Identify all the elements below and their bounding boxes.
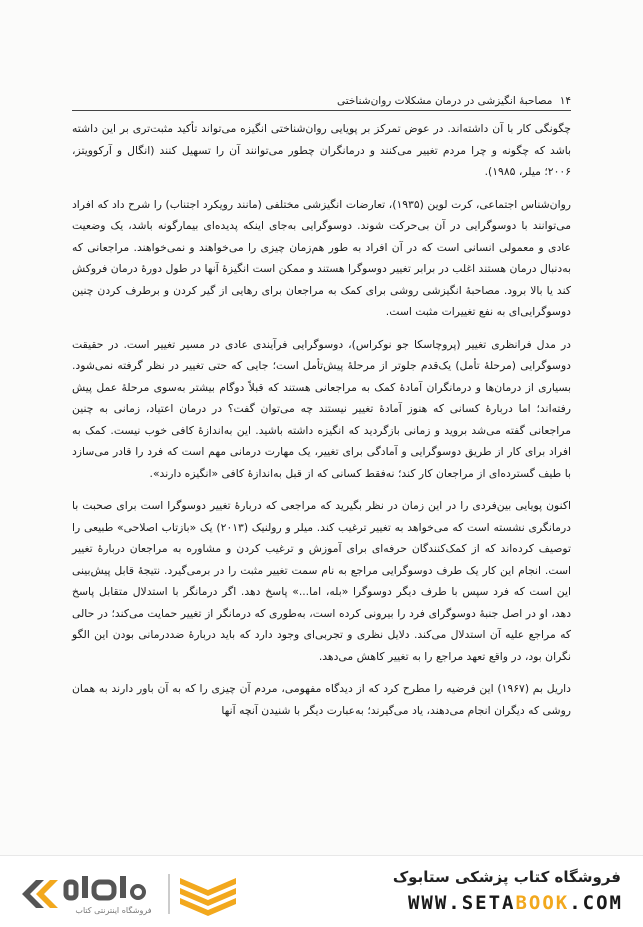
- paragraph-3: در مدل فرانظری تغییر (پروچاسکا جو نوکراس)، دوسوگرایی فرآیندی عادی در مسیر تغییر است. در حقیقت دوسوگرایی (مرحلهٔ تأمل) یک‌قدم جلوتر از مرحلهٔ پیش‌تأمل است؛ جایی که حتی تغییر در نظر گرفته نمی‌شود. بسیاری از درمان‌ها و درمانگران آمادهٔ کمک به مراجعانی هستند که قبلاً دوگام بیشتر به‌سوی مرحلهٔ عمل پیش رفته‌اند؛ اما دربارهٔ کسانی که هنوز آمادهٔ تغییر نیستند چه می‌توان گفت؟ در درمان اعتیاد، زمانی به چنین مراجعانی گفته می‌شد بروید و زمانی بازگردید که انگیزه داشته باشید. این به‌اندازهٔ کافی خوب نیست. کمک به افراد برای کار از طریق دوسوگرایی و آمادگی برای تغییر، یک مهارت درمانی مهم است که فرد را قادر می‌سازد با طیف گسترده‌ای از مراجعان کار کند؛ نه‌فقط کسانی که از قبل به‌اندازهٔ کافی «انگیزه دارند».: [72, 337, 571, 480]
- logo-tagline: فروشگاه اینترنتی کتاب: [75, 906, 152, 915]
- paragraph-5: داریل بم (۱۹۶۷) این فرضیه را مطرح کرد که از دیدگاه مفهومی، مردم آن چیزی را که به آن باور دارند به همان روشی که دیگران انجام می‌دهند، یاد می‌گیرند؛ به‌عبارت دیگر با شنیدن آنچه آنها: [72, 682, 571, 717]
- url-part-2: BOOK: [515, 892, 570, 914]
- paragraph-2: روان‌شناس اجتماعی، کرت لوین (۱۹۳۵)، تعارضات انگیزشی مختلفی (مانند رویکرد اجتناب) را شرح داد که افراد می‌توانند با دوسوگرایی در آن بی‌حرکت شوند. دوسوگرایی به‌جای اینکه پدیده‌ای بیمارگونه باشد، یک وضعیت عادی و معمولی انسانی است که در آن افراد به طور هم‌زمان چیزی را می‌خواهند و نمی‌خواهند. مراجعانی که به‌دنبال درمان هستند اغلب در برابر تغییر دوسوگرا هستند و ممکن است انگیزهٔ آنها در طول دورهٔ درمان فروکش کند یا بالا برود. مصاحبهٔ انگیزشی روشی برای کمک به مراجعان برای رهایی از گیر کردن و برطرف کردن چنین دوسوگرایی‌ای به نفع تغییرات مثبت است.: [72, 197, 571, 318]
- url-part-1: WWW.SETA: [407, 892, 516, 914]
- running-header: [72, 92, 571, 111]
- paragraph-4: اکنون پویایی بین‌فردی را در این زمان در نظر بگیرید که مراجعی که دربارهٔ تغییر دوسوگرا است برای صحبت با درمانگری نشسته است که می‌خواهد به تغییر ترغیب کند. میلر و رولنیک (۲۰۱۳) یک «بازتاب اصلاحی» طبیعی را توصیف کرده‌اند که از کمک‌کنندگان حرفه‌ای برای آموزش و ترغیب کردن و مشاوره به مراجعان دربارهٔ تغییر است. انجام این کار یک طرف دوسوگرایی مراجع به نام سمت تغییر مثبت را در برمی‌گیرد. نتیجهٔ قابل پیش‌بینی این است که فرد سپس با طرف دیگر دوسوگرا «بله، اما...» پاسخ دهد. اگر درمانگر با استدلال متقابل پاسخ دهد، او در اصل جنبهٔ دوسوگرای فرد را بیرونی کرده است، به‌طوری که درمانگر از تغییر حمایت می‌کند؛ در حالی که مراجع علیه آن استدلال می‌کند. دلایل نظری و تجربی‌ای وجود دارد که باید دربارهٔ ضددرمانی بودن این الگو نگران بود، در واقع تعهد مراجع را به تغییر کاهش می‌دهد.: [72, 499, 571, 663]
- url-part-3: .COM: [569, 892, 623, 914]
- shop-name: فروشگاه کتاب پزشکی ستابوک: [392, 868, 621, 886]
- running-title: مصاحبهٔ انگیزشی در درمان مشکلات روان‌شناختی: [337, 95, 553, 107]
- shop-url-link[interactable]: [408, 892, 623, 914]
- setabook-logo[interactable]: [18, 868, 258, 920]
- body-text: [72, 118, 571, 732]
- page-number: ۱۴: [559, 95, 571, 107]
- watermark-footer: [0, 855, 643, 927]
- paragraph-1: چگونگی کار با آن داشته‌اند. در عوض تمرکز بر پویایی روان‌شناختی انگیزه می‌تواند تأکید مثبت‌تری بر این داشته باشد که چگونه و چرا مردم تغییر می‌کنند و درمانگران چطور می‌توانند آن را تسهیل کنند (انگال و آرکوویتز، ۲۰۰۶؛ میلر، ۱۹۸۵).: [72, 122, 571, 178]
